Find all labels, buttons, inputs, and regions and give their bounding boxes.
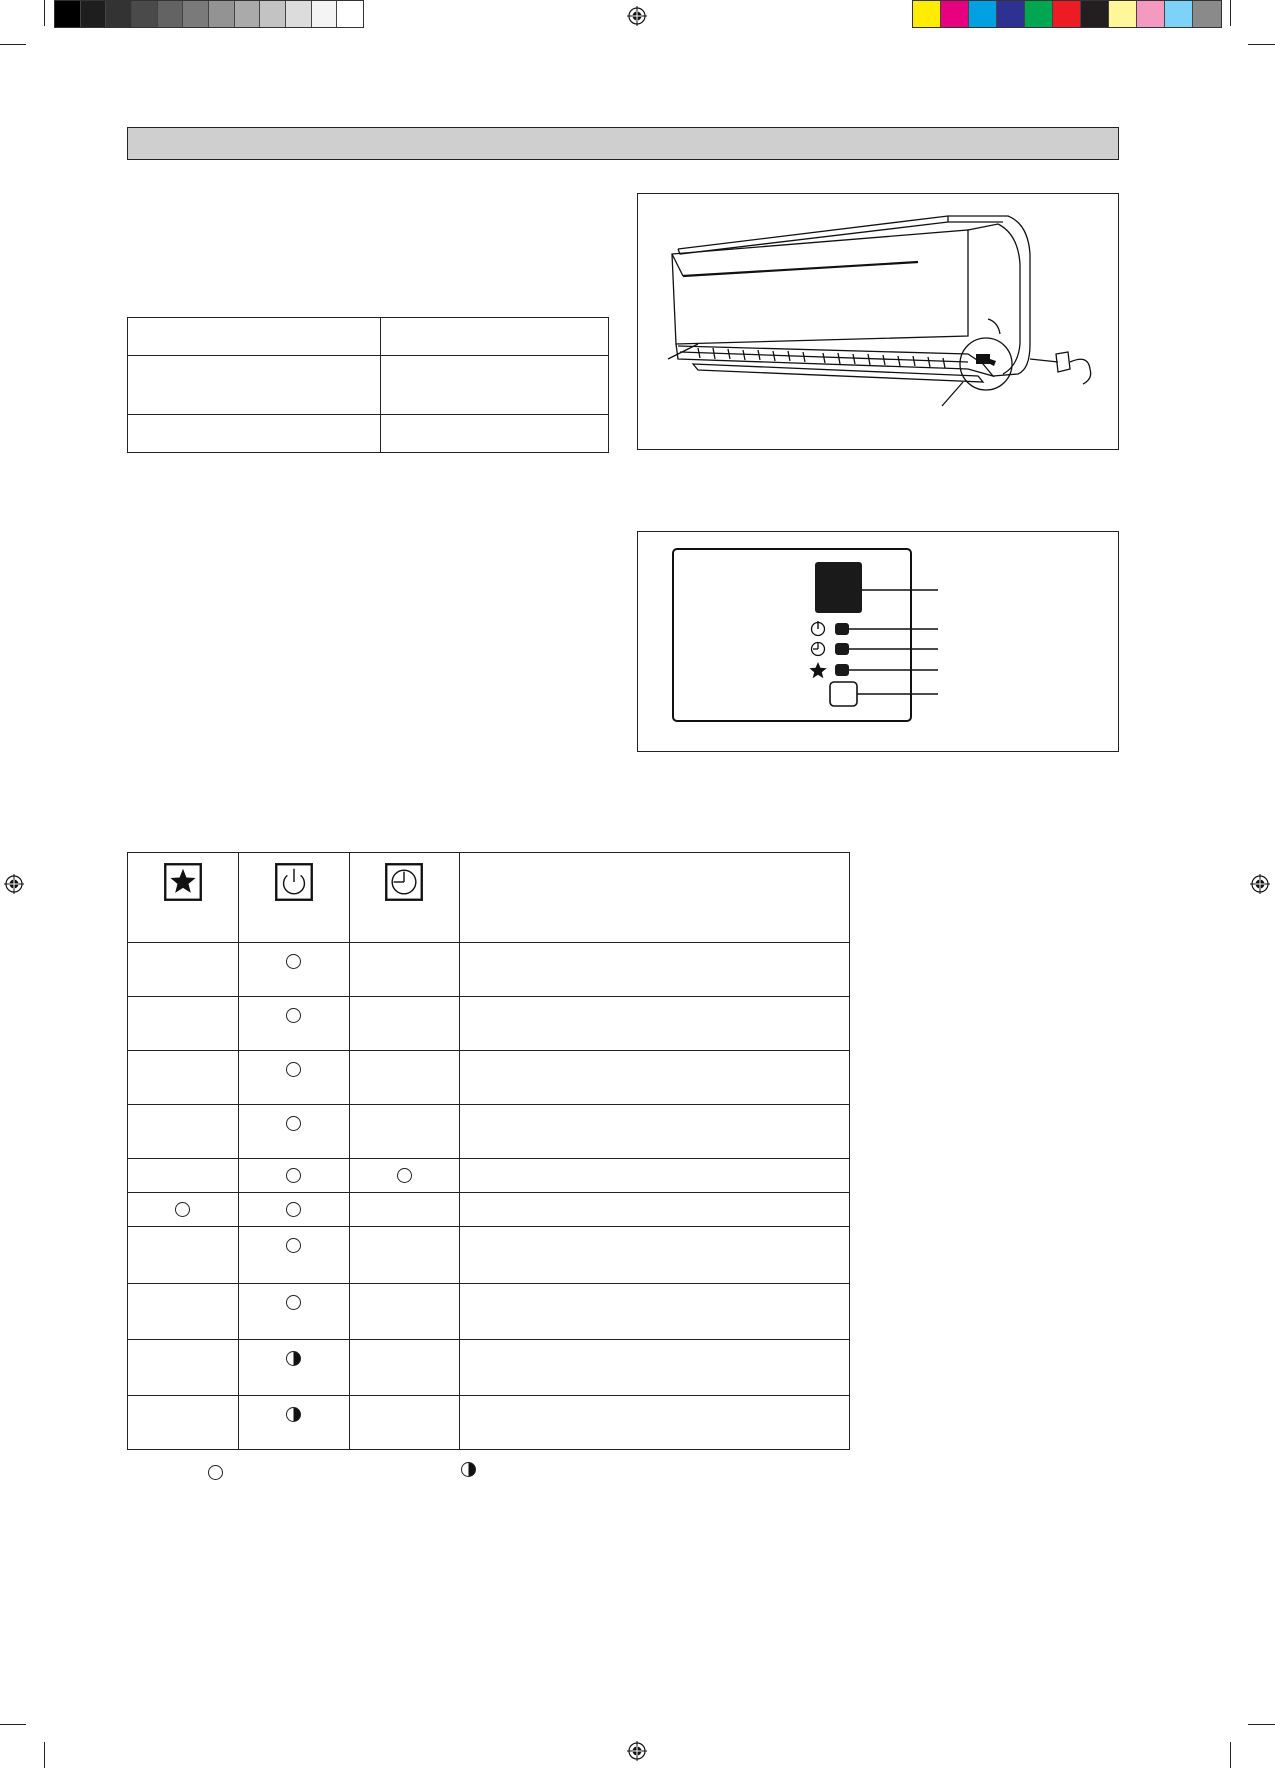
registration-mark-icon [1250,874,1270,894]
process-swatch [969,1,997,27]
description-cell [459,1284,849,1340]
timer-lamp-cell [349,1105,459,1159]
lamp-lit-circle-icon [175,1202,190,1217]
description-cell [459,1105,849,1159]
process-swatch [913,1,941,27]
timer-lamp-cell [349,1227,459,1284]
description-cell [459,1396,849,1450]
timer-lamp-cell [349,1396,459,1450]
table-row [128,1193,850,1227]
timer-lamp-cell [349,1051,459,1105]
registration-mark-icon [4,874,24,894]
table-row [128,997,850,1051]
description-cell [459,1340,849,1396]
star-lamp-cell [128,1105,239,1159]
lamp-lit-circle-icon [286,1008,301,1023]
description-header [459,853,849,943]
power-lamp-cell [238,1396,349,1450]
table-row [128,1340,850,1396]
lamp-lit-circle-icon [286,954,301,969]
timer-lamp-cell [349,1340,459,1396]
table-row [128,1159,850,1193]
star-lamp-cell [128,1340,239,1396]
lamp-flashing-halfcircle-icon [286,1407,301,1422]
power-lamp-cell [238,997,349,1051]
air-conditioner-illustration [638,194,1118,449]
table-row [128,1105,850,1159]
star-icon [164,863,202,901]
lamp-lit-circle-icon [286,1116,301,1131]
lamp-flashing-halfcircle-icon [286,1351,301,1366]
star-lamp-cell [128,943,239,997]
star-lamp-cell [128,1396,239,1450]
timer-lamp-cell [349,943,459,997]
grayscale-swatch [286,1,312,27]
crop-mark-top-left-v [44,0,45,26]
indoor-unit-figure [637,193,1119,450]
table-row [128,1396,850,1450]
power-icon [275,863,313,901]
lamp-lit-circle-icon [286,1202,301,1217]
grayscale-swatch [106,1,132,27]
registration-mark-icon [627,6,647,26]
timer-icon [812,643,825,656]
table-row [128,1284,850,1340]
grayscale-swatch [312,1,338,27]
star-lamp-cell [128,1193,239,1227]
process-swatch [1053,1,1081,27]
crop-mark-top-right-v [1230,0,1231,26]
power-lamp-cell [238,1051,349,1105]
lamp-lit-circle-icon [397,1168,412,1183]
table-row [128,943,850,997]
table-header-row [128,853,850,943]
star-lamp-cell [128,1227,239,1284]
lamp-lit-circle-icon [286,1062,301,1077]
crop-mark-bottom-left-h [0,1724,26,1725]
crop-mark-top-right-h [1248,44,1275,45]
grayscale-swatch [183,1,209,27]
spec-table [127,317,609,453]
lamp-lit-circle-icon [286,1238,301,1253]
process-color-bar [912,0,1222,28]
grayscale-swatch [235,1,261,27]
process-swatch [1025,1,1053,27]
lamp-lit-circle-icon [286,1295,301,1310]
power-lamp-cell [238,1105,349,1159]
description-cell [459,1227,849,1284]
star-lamp-cell [128,1159,239,1193]
process-swatch [941,1,969,27]
crop-mark-bottom-right-h [1248,1724,1275,1725]
registration-mark-icon [627,1741,647,1761]
lamp-flashing-halfcircle-icon [461,1462,476,1477]
section-header-bar [127,127,1119,160]
grayscale-swatch [132,1,158,27]
lamp-lit-circle-icon [208,1465,223,1480]
table-row [128,415,609,453]
power-icon [812,621,825,636]
timer-lamp-cell [349,1284,459,1340]
process-swatch [1137,1,1165,27]
crop-mark-bottom-right-v [1230,1742,1231,1768]
power-lamp-cell [238,1340,349,1396]
star-lamp-cell [128,1284,239,1340]
process-swatch [1109,1,1137,27]
crop-mark-top-left-h [0,44,26,45]
table-row [128,1051,850,1105]
crop-mark-bottom-left-v [44,1742,45,1768]
process-swatch [1193,1,1221,27]
timer-lamp-cell [349,997,459,1051]
description-cell [459,1159,849,1193]
description-cell [459,997,849,1051]
table-row [128,1227,850,1284]
description-cell [459,1051,849,1105]
power-lamp-cell [238,1284,349,1340]
grayscale-swatch [55,1,81,27]
power-lamp-cell [238,943,349,997]
table-row [128,356,609,415]
description-cell [459,1193,849,1227]
description-cell [459,943,849,997]
star-lamp-cell [128,1051,239,1105]
timer-lamp-cell [349,1159,459,1193]
power-lamp-cell [238,1227,349,1284]
star-lamp-cell [128,997,239,1051]
grayscale-swatch [81,1,107,27]
display-panel-figure [637,531,1119,752]
grayscale-swatch [337,1,363,27]
lamp-lit-circle-icon [286,1168,301,1183]
process-swatch [997,1,1025,27]
display-panel-illustration [638,532,1118,751]
star-icon [809,662,826,678]
timer-icon [385,863,423,901]
process-swatch [1081,1,1109,27]
grayscale-swatch [209,1,235,27]
grayscale-color-bar [54,0,364,28]
timer-lamp-cell [349,1193,459,1227]
grayscale-swatch [260,1,286,27]
table-row [128,318,609,356]
grayscale-swatch [158,1,184,27]
power-lamp-cell [238,1193,349,1227]
power-lamp-cell [238,1159,349,1193]
process-swatch [1165,1,1193,27]
lamp-status-table [127,852,850,1450]
